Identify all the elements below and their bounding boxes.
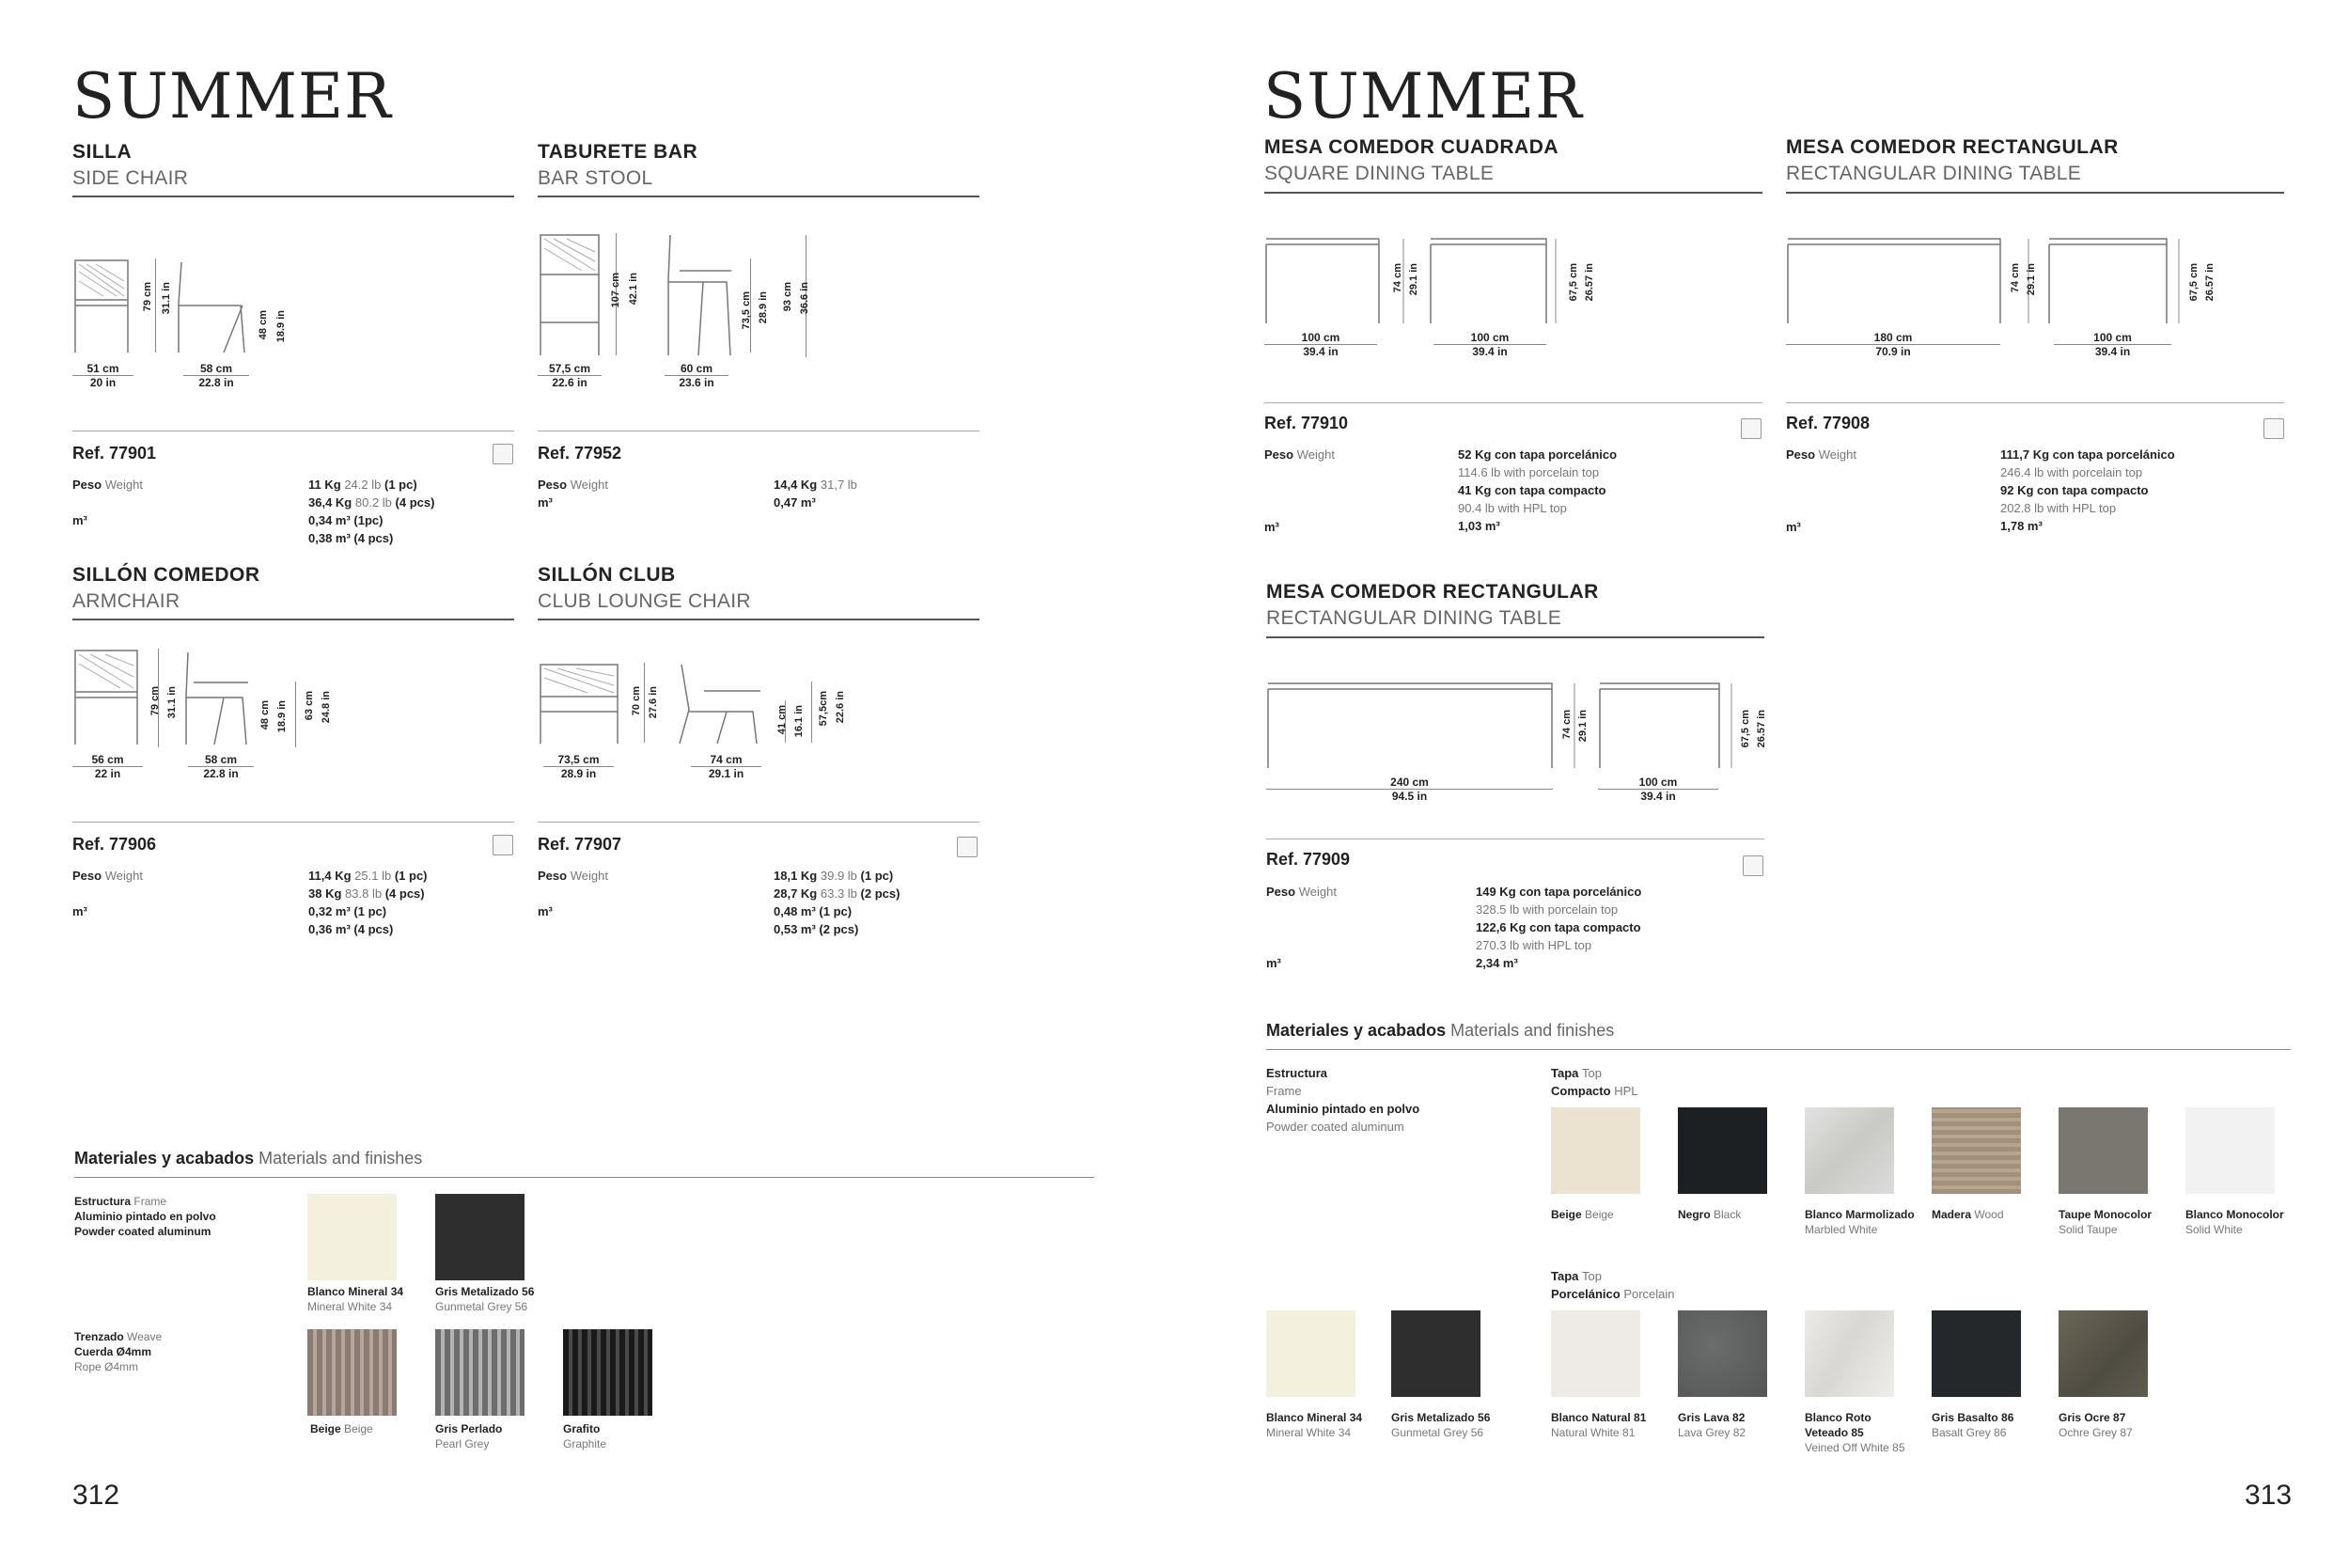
- list-icon: [1743, 855, 1763, 876]
- swatch-hpl-black: [1678, 1107, 1767, 1194]
- dim-height-in: 31.1 in: [166, 686, 178, 719]
- product-name-es: SILLÓN CLUB: [538, 564, 676, 586]
- product-header-silla: [72, 141, 188, 190]
- dim-height-2-in: 26.57 in: [1756, 710, 1767, 748]
- materials-title: Materiales y acabados Materials and finishes: [1266, 1021, 1615, 1040]
- swatch-rope-beige: [307, 1329, 397, 1416]
- volume-label: m³: [538, 904, 553, 918]
- product-ref: Ref. 77908: [1786, 414, 1871, 432]
- dim-arm-height: 57,5cm: [818, 691, 829, 727]
- weight-label: Peso Weight: [72, 478, 143, 492]
- dim-height: 74 cm: [2010, 263, 2021, 293]
- product-header-armchair: [72, 564, 260, 613]
- dim-width: 180 cm 70.9 in: [1786, 331, 2000, 358]
- dim-height-2-in: 26.57 in: [2204, 263, 2216, 302]
- dim-arm-height: 63 cm: [304, 691, 315, 721]
- swatch-label: Blanco Roto Veteado 85 Veined Off White 85: [1805, 1411, 1905, 1454]
- dim-bar: [644, 663, 645, 743]
- dim-height-2: 67,5 cm: [2188, 263, 2200, 302]
- stackable-icon: [493, 444, 513, 464]
- dim-bar: [811, 682, 812, 743]
- dim-height-in: 42.1 in: [628, 273, 639, 306]
- swatch-label: Madera Wood: [1932, 1208, 2004, 1221]
- swatch-label: Gris Metalizado 56 Gunmetal Grey 56: [1391, 1411, 1491, 1439]
- top-porcelain-label: Tapa Top Porcelánico Porcelain: [1551, 1269, 1675, 1301]
- product-name-en: SQUARE DINING TABLE: [1264, 163, 1495, 184]
- square-table-drawing: [1264, 237, 1753, 331]
- weight-values: 14,4 Kg 31,7 lb 0,47 m³: [774, 478, 857, 510]
- swatch-hpl-marbled-white: [1805, 1107, 1894, 1194]
- swatch-label: Beige Beige: [310, 1422, 373, 1435]
- swatch-label: Blanco Natural 81 Natural White 81: [1551, 1411, 1647, 1439]
- product-header-bar-stool: [538, 141, 697, 190]
- frame-material-label: Estructura Frame Aluminio pintado en polvo Powder coated aluminum: [1266, 1066, 1420, 1134]
- list-icon: [2263, 418, 2284, 439]
- rect-table-large-drawing: [1266, 682, 1755, 776]
- product-ref: Ref. 77910: [1264, 414, 1349, 432]
- dim-arm-height: 93 cm: [782, 282, 793, 312]
- swatch-porc-natural-white: [1551, 1310, 1640, 1397]
- product-name-en: RECTANGULAR DINING TABLE: [1266, 607, 1562, 629]
- product-header-rect-table: [1786, 136, 2119, 185]
- swatch-porc-veined-off-white: [1805, 1310, 1894, 1397]
- dim-height: 70 cm: [631, 686, 642, 716]
- product-ref: Ref. 77907: [538, 835, 622, 854]
- swatch-porc-ochre-grey: [2059, 1310, 2148, 1397]
- dim-height: 74 cm: [1561, 710, 1573, 740]
- dim-height-in: 31.1 in: [161, 282, 172, 315]
- dim-depth: 74 cm 29.1 in: [691, 753, 761, 780]
- volume-label: m³: [1264, 520, 1279, 534]
- dim-depth: 100 cm 39.4 in: [1433, 331, 1546, 358]
- dim-arm-height-in: 22.6 in: [835, 691, 846, 724]
- divider: [538, 822, 979, 823]
- dim-width: 100 cm 39.4 in: [1264, 331, 1377, 358]
- dim-height-2: 67,5 cm: [1740, 710, 1751, 748]
- volume-label: m³: [72, 904, 87, 918]
- weight-values: 11,4 Kg 25.1 lb (1 pc) 38 Kg 83.8 lb (4 pcs) 0,32 m³ (1 pc) 0,36 m³ (4 pcs): [308, 869, 428, 936]
- dim-seat-height: 41 cm: [776, 705, 788, 735]
- divider: [538, 196, 979, 197]
- top-hpl-label: Tapa Top Compacto HPL: [1551, 1066, 1638, 1098]
- weight-values: 18,1 Kg 39.9 lb (1 pc) 28,7 Kg 63.3 lb (2 pcs) 0,48 m³ (1 pc) 0,53 m³ (2 pcs): [774, 869, 900, 936]
- dim-depth: 58 cm 22.8 in: [188, 753, 254, 780]
- dim-bar: [295, 682, 296, 747]
- dim-width: 51 cm 20 in: [72, 362, 133, 389]
- swatch-hpl-solid-white: [2185, 1107, 2275, 1194]
- dim-depth: 100 cm 39.4 in: [1598, 776, 1718, 803]
- volume-label: m³: [1786, 520, 1801, 534]
- dim-width: 56 cm 22 in: [72, 753, 143, 780]
- dim-height-in: 29.1 in: [1577, 710, 1589, 743]
- product-ref: Ref. 77909: [1266, 850, 1351, 869]
- swatch-rope-graphite: [563, 1329, 652, 1416]
- dim-depth: 58 cm 22.8 in: [183, 362, 249, 389]
- product-name-es: TABURETE BAR: [538, 141, 698, 163]
- divider: [538, 619, 979, 620]
- swatch-hpl-beige: [1551, 1107, 1640, 1194]
- weight-values: 52 Kg con tapa porcelánico 114.6 lb with porcelain top 41 Kg con tapa compacto 90.4 lb with HPL top 1,03 m³: [1458, 447, 1618, 533]
- dim-seat-height: 48 cm: [259, 700, 271, 730]
- dim-height-2-in: 26.57 in: [1584, 263, 1595, 302]
- product-name-es: SILLA: [72, 141, 133, 163]
- volume-label: m³: [538, 495, 553, 510]
- product-header-square-table: [1264, 136, 1558, 185]
- swatch-porc-lava-grey: [1678, 1310, 1767, 1397]
- side-chair-drawing: [73, 259, 355, 362]
- weave-material-label: Trenzado Weave Cuerda Ø4mm Rope Ø4mm: [74, 1330, 163, 1373]
- swatch-porc-basalt-grey: [1932, 1310, 2021, 1397]
- swatch-mineral-white: [307, 1194, 397, 1280]
- product-name-en: ARMCHAIR: [72, 590, 180, 612]
- materials-title: Materiales y acabados Materials and finishes: [74, 1149, 423, 1168]
- weight-values: 111,7 Kg con tapa porcelánico 246.4 lb with porcelain top 92 Kg con tapa compacto 202.8 lb with HPL top 1,78 m³: [2000, 447, 2175, 533]
- divider: [74, 1177, 1094, 1178]
- dim-arm-height-in: 24.8 in: [321, 691, 332, 724]
- swatch-label: Taupe Monocolor Solid Taupe: [2059, 1208, 2153, 1236]
- dim-width: 73,5 cm 28.9 in: [543, 753, 614, 780]
- weight-label: Peso Weight: [72, 869, 143, 883]
- weight-values: 11 Kg 24.2 lb (1 pc) 36,4 Kg 80.2 lb (4 pcs) 0,34 m³ (1pc) 0,38 m³ (4 pcs): [308, 478, 435, 545]
- product-name-es: SILLÓN COMEDOR: [72, 564, 260, 586]
- dim-seat-height-in: 18.9 in: [275, 310, 287, 343]
- divider: [72, 822, 514, 823]
- divider: [72, 196, 514, 197]
- dim-arm-height-in: 36.6 in: [799, 282, 810, 315]
- frame-material-label: Estructura Frame Aluminio pintado en polvo Powder coated aluminum: [74, 1195, 216, 1238]
- dim-height-in: 29.1 in: [2026, 263, 2037, 296]
- swatch-rope-pearl-grey: [435, 1329, 525, 1416]
- swatch-label: Gris Lava 82 Lava Grey 82: [1678, 1411, 1746, 1439]
- product-name-es: MESA COMEDOR CUADRADA: [1264, 136, 1559, 158]
- divider: [1266, 1049, 2291, 1050]
- product-name-en: CLUB LOUNGE CHAIR: [538, 590, 751, 612]
- divider: [1264, 402, 1762, 403]
- dim-seat-height-in: 16.1 in: [793, 705, 805, 738]
- dim-seat-height-in: 28.9 in: [758, 291, 769, 324]
- left-brand-title: SUMMER: [72, 60, 392, 133]
- right-brand-title: SUMMER: [1263, 60, 1583, 133]
- volume-label: m³: [1266, 956, 1281, 970]
- dim-width: 240 cm 94.5 in: [1266, 776, 1553, 803]
- product-header-rect-table-large: [1266, 581, 1599, 630]
- product-ref: Ref. 77952: [538, 444, 622, 463]
- dim-height: 107 cm: [610, 273, 621, 308]
- dim-height-in: 27.6 in: [648, 686, 659, 719]
- dim-height-in: 29.1 in: [1408, 263, 1419, 296]
- dim-height-2: 67,5 cm: [1568, 263, 1579, 302]
- dim-depth: 100 cm 39.4 in: [2054, 331, 2171, 358]
- swatch-label: Blanco Monocolor Solid White: [2185, 1208, 2284, 1236]
- divider: [1266, 636, 1764, 638]
- stackable-icon: [493, 835, 513, 855]
- weight-label: Peso Weight: [538, 869, 608, 883]
- page-number-left: 312: [72, 1480, 120, 1511]
- weight-label: Peso Weight: [1786, 447, 1856, 462]
- weight-label: Peso Weight: [1264, 447, 1335, 462]
- product-header-club-chair: [538, 564, 751, 613]
- swatch-frame-mineral-white: [1266, 1310, 1355, 1397]
- volume-label: m³: [72, 513, 87, 527]
- product-ref: Ref. 77901: [72, 444, 157, 463]
- dim-width: 57,5 cm 22.6 in: [538, 362, 602, 389]
- dim-seat-height: 48 cm: [258, 310, 269, 340]
- swatch-label: Negro Black: [1678, 1208, 1742, 1221]
- dim-height: 74 cm: [1392, 263, 1403, 293]
- product-name-en: BAR STOOL: [538, 167, 653, 189]
- dim-seat-height-in: 18.9 in: [276, 700, 288, 733]
- product-name-en: RECTANGULAR DINING TABLE: [1786, 163, 2082, 184]
- swatch-frame-gunmetal-grey: [1391, 1310, 1480, 1397]
- swatch-gunmetal-grey: [435, 1194, 525, 1280]
- dim-height: 79 cm: [142, 282, 153, 312]
- product-name-en: SIDE CHAIR: [72, 167, 189, 189]
- swatch-label: Blanco Mineral 34 Mineral White 34: [307, 1285, 404, 1313]
- divider: [72, 619, 514, 620]
- swatch-label: Blanco Mineral 34 Mineral White 34: [1266, 1411, 1363, 1439]
- dim-depth: 60 cm 23.6 in: [665, 362, 728, 389]
- stackable-icon: [957, 837, 978, 857]
- divider: [1786, 192, 2284, 194]
- divider: [1264, 192, 1762, 194]
- weight-label: Peso Weight: [1266, 885, 1337, 899]
- swatch-hpl-wood: [1932, 1107, 2021, 1194]
- weight-values: 149 Kg con tapa porcelánico 328.5 lb with porcelain top 122,6 Kg con tapa compacto 270.3 lb with HPL top 2,34 m³: [1476, 885, 1642, 970]
- swatch-label: Grafito Graphite: [563, 1422, 607, 1450]
- product-ref: Ref. 77906: [72, 835, 157, 854]
- weight-label: Peso Weight: [538, 478, 608, 492]
- product-name-es: MESA COMEDOR RECTANGULAR: [1266, 581, 1599, 603]
- swatch-label: Gris Perlado Pearl Grey: [435, 1422, 503, 1450]
- dim-bar: [155, 259, 156, 353]
- swatch-label: Gris Basalto 86 Basalt Grey 86: [1932, 1411, 2014, 1439]
- swatch-label: Beige Beige: [1551, 1208, 1614, 1221]
- swatch-label: Blanco Marmolizado Marbled White: [1805, 1208, 1915, 1236]
- list-icon: [1741, 418, 1762, 439]
- dim-seat-height: 73,5 cm: [741, 291, 752, 330]
- dim-height: 79 cm: [149, 686, 161, 716]
- page-number-right: 313: [2245, 1480, 2293, 1511]
- swatch-hpl-solid-taupe: [2059, 1107, 2148, 1194]
- bar-stool-drawing: [539, 233, 821, 360]
- swatch-label: Gris Metalizado 56 Gunmetal Grey 56: [435, 1285, 535, 1313]
- divider: [1786, 402, 2284, 403]
- swatch-label: Gris Ocre 87 Ochre Grey 87: [2059, 1411, 2133, 1439]
- product-name-es: MESA COMEDOR RECTANGULAR: [1786, 136, 2119, 158]
